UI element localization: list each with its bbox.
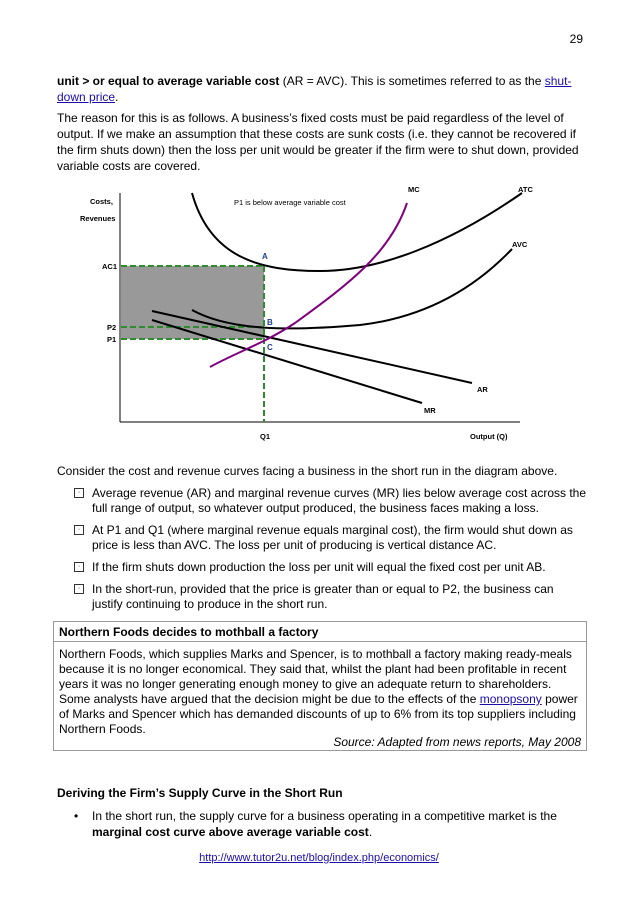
case-study-box [53, 621, 587, 751]
atc-label: ATC [518, 185, 533, 194]
intro-paragraph [57, 73, 587, 105]
ac1-label: AC1 [102, 262, 118, 271]
supply-bullet-text: In the short run, the supply curve for a business operating in a competitive market is the [92, 809, 557, 823]
monopsony-link[interactable]: monopsony [479, 692, 542, 706]
supply-bullet-bold: marginal cost curve above average variable cost [92, 825, 369, 839]
case-study-title: Northern Foods decides to mothball a factory [59, 625, 319, 639]
bullet-box-icon: · [74, 562, 84, 572]
case-study-body [59, 647, 583, 737]
avc-label: AVC [512, 240, 528, 249]
shut-down-price-link[interactable]: shut-down price [57, 74, 572, 104]
bullet-dot-icon: • [74, 809, 79, 823]
mc-label: MC [408, 185, 420, 194]
page-number: 29 [569, 32, 583, 46]
supply-list [72, 808, 587, 840]
loss-area [121, 266, 264, 339]
list-item [72, 523, 587, 553]
p2-label: P2 [107, 323, 117, 332]
list-item-text: In the short-run, provided that the price is greater than or equal to P2, the business can justify continuing to produce in the short run. [92, 582, 554, 611]
intro-end: . [115, 90, 119, 104]
explanation-list [72, 486, 587, 619]
list-item [72, 486, 587, 516]
diagram-note: P1 is below average variable cost [234, 198, 346, 207]
footer-url[interactable] [0, 852, 638, 864]
y-axis-label-revenues: Revenues [80, 214, 116, 223]
point-c-label: C [267, 343, 273, 352]
list-item-text: If the firm shuts down production the loss per unit will equal the fixed cost per unit AB. [92, 560, 546, 574]
bullet-box-icon: · [74, 488, 84, 498]
case-study-divider [54, 641, 586, 642]
point-a-label: A [262, 252, 268, 261]
x-axis-label: Output (Q) [470, 432, 508, 441]
ar-curve [152, 311, 472, 383]
mr-curve [152, 320, 422, 403]
p1-label: P1 [107, 335, 117, 344]
list-item [72, 582, 587, 612]
point-b-label: B [267, 318, 273, 327]
list-item-text: At P1 and Q1 (where marginal revenue equals marginal cost), the firm would shut down as price is less than AVC. The loss per unit of producing is vertical distance AC. [92, 523, 573, 552]
case-body-part-2: power of Marks and Spencer which has demanded discounts of up to 6% from its top suppliers including Northern Foods. [59, 692, 578, 736]
supply-section-heading: Deriving the Firm’s Supply Curve in the Short Run [57, 786, 343, 800]
case-study-source: Source: Adapted from news reports, May 2008 [333, 735, 581, 749]
footer-url-link[interactable]: http://www.tutor2u.net/blog/index.php/economics/ [199, 852, 439, 864]
mr-label: MR [424, 406, 436, 415]
consider-paragraph: Consider the cost and revenue curves facing a business in the short run in the diagram above. [57, 464, 558, 478]
ar-label: AR [477, 385, 488, 394]
list-item-text: Average revenue (AR) and marginal revenue curves (MR) lies below average cost across the full range of output, so whatever output produced, the business faces making a loss. [92, 486, 587, 515]
case-body-part-1: Northern Foods, which supplies Marks and Spencer, is to mothball a factory making ready-meals because it is no longer economical. They said that, whilst the plant had been profitable in recent years it was no longer generating enough money to give an adequate return to shareholders. Some analysts have argued that the decision might be due to the effects of the [59, 647, 572, 706]
cost-revenue-diagram [60, 183, 580, 453]
reason-paragraph: The reason for this is as follows. A business’s fixed costs must be paid regardless of the level of output. If we make an assumption that these costs are sunk costs (i.e. they cannot be recovered if the firm shuts down) then the loss per unit would be greater if the firm were to shut down, provided variable costs are covered. [57, 111, 579, 173]
bullet-box-icon: · [74, 525, 84, 535]
y-axis-label-costs: Costs, [90, 197, 113, 206]
list-item [72, 560, 587, 575]
q1-label: Q1 [260, 432, 271, 441]
list-item [72, 808, 587, 840]
bullet-box-icon: · [74, 584, 84, 594]
supply-bullet-end: . [368, 825, 373, 839]
intro-bold: unit > or equal to average variable cost [57, 74, 280, 88]
intro-text: (AR = AVC). This is sometimes referred to as the [279, 74, 545, 88]
